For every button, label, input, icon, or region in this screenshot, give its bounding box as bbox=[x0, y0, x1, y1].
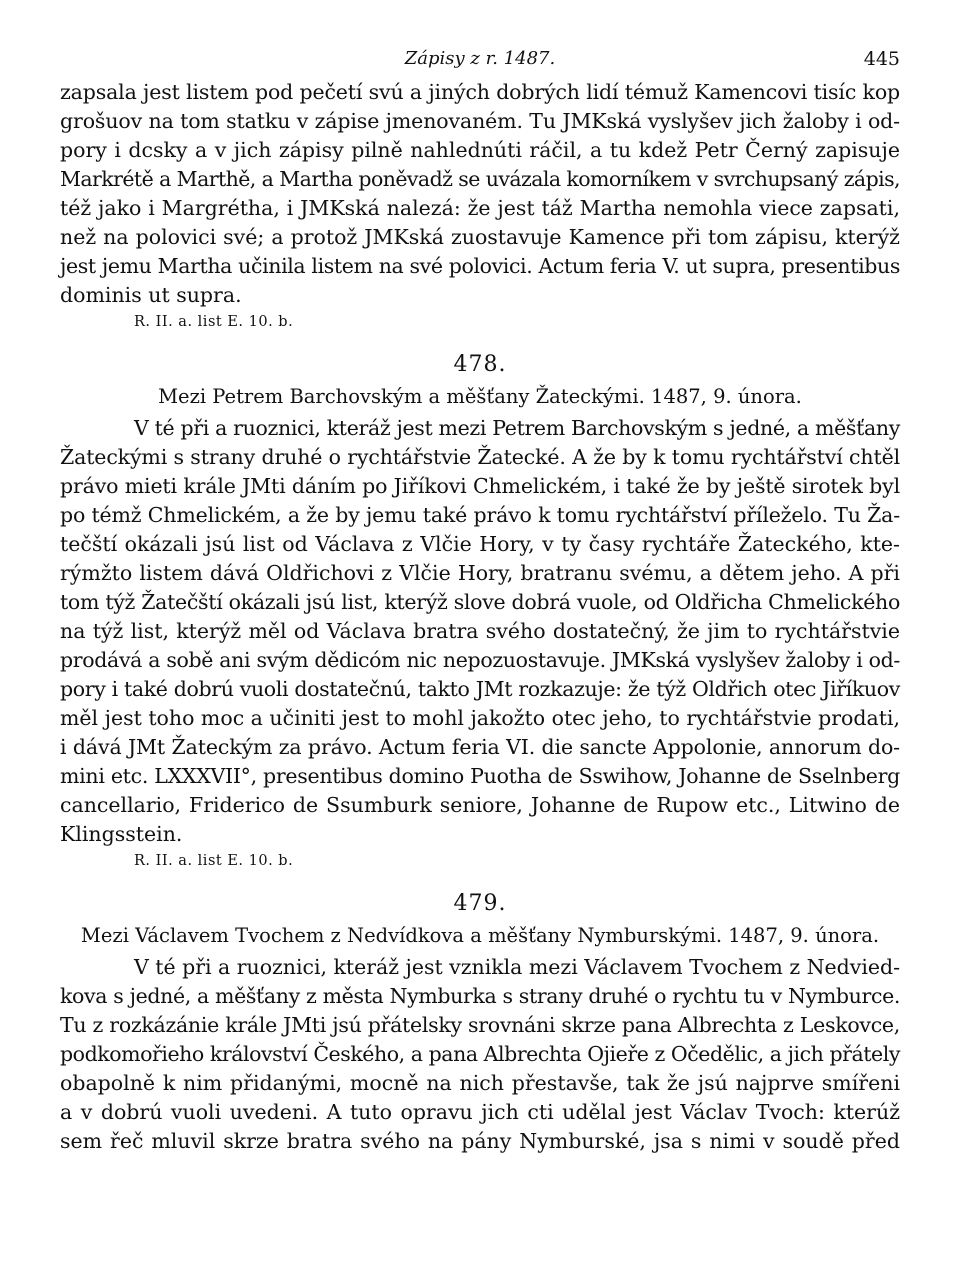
text-line: Tu z rozkázánie krále JMti jsú přátelsky srovnáni skrze pana Albrechta z Leskovce, bbox=[60, 1013, 900, 1037]
intro-paragraph bbox=[60, 78, 900, 310]
source-reference: R. II. a. list E. 10. b. bbox=[134, 853, 294, 869]
text-line: podkomořieho království Českého, a pana Albrechta Ojieře z Očedělic, a jich přátely bbox=[60, 1042, 900, 1066]
text-line: grošuov na tom statku v zápise jmenovaném. Tu JMKská vyslyšev jich žaloby i od- bbox=[60, 109, 900, 133]
text-line: Klingsstein. bbox=[60, 822, 183, 846]
text-line: Žateckými s strany druhé o rychtářstvie Žatecké. A že by k tomu rychtářství chtěl bbox=[60, 445, 900, 469]
text-line: V té při a ruoznici, kteráž jest vznikla mezi Václavem Tvochem z Nedvied- bbox=[134, 955, 900, 979]
document-page bbox=[60, 38, 900, 1156]
text-line: tom týž Žatečští okázali jsú list, kterýž slove dobrá vuole, od Oldřicha Chmelického bbox=[60, 590, 900, 614]
text-line: obapolně k nim přidanými, mocně na nich přestavše, tak že jsú najprve smířeni bbox=[60, 1071, 900, 1095]
running-title: Zápisy z r. 1487. bbox=[404, 48, 556, 69]
text-line: právo mieti krále JMti dáním po Jiříkovi Chmelickém, i také že by ještě sirotek byl bbox=[60, 474, 900, 498]
text-line: na týž list, kterýž měl od Václava bratra svého dostatečný, že jim to rychtářstvie bbox=[60, 619, 900, 643]
text-line: pory i dcsky a v jich zápisy pilně nahlednúti ráčil, a tu kdež Petr Černý zapisuje bbox=[60, 138, 900, 162]
text-line: i dává JMt Žateckým za právo. Actum feria VI. die sancte Appolonie, annorum do- bbox=[60, 735, 900, 759]
text-line: zapsala jest listem pod pečetí svú a jiných dobrých lidí témuž Kamencovi tisíc kop bbox=[60, 80, 900, 104]
entry-heading: Mezi Petrem Barchovským a měšťany Žateckými. 1487, 9. února. bbox=[158, 385, 802, 408]
entry-heading: Mezi Václavem Tvochem z Nedvídkova a měšťany Nymburskými. 1487, 9. února. bbox=[80, 924, 880, 947]
entry-paragraph bbox=[60, 414, 900, 849]
text-line: dominis ut supra. bbox=[60, 283, 242, 307]
text-line: pory i také dobrú vuoli dostatečnú, takto JMt rozkazuje: že týž Oldřich otec Jiříkuov bbox=[60, 677, 900, 701]
entry-number: 478. bbox=[453, 352, 507, 377]
source-reference: R. II. a. list E. 10. b. bbox=[134, 314, 294, 330]
text-line: V té při a ruoznici, kteráž jest mezi Petrem Barchovským s jedné, a měšťany bbox=[134, 416, 900, 440]
text-line: též jako i Margrétha, i JMKská nalezá: že jest táž Martha nemohla viece zapsati, bbox=[60, 196, 900, 220]
page-number: 445 bbox=[863, 48, 900, 70]
text-line: měl jest toho moc a učiniti jest to mohl jakožto otec jeho, to rychtářstvie prodati, bbox=[60, 706, 900, 730]
text-line: sem řeč mluvil skrze bratra svého na pány Nymburské, jsa s nimi v soudě před bbox=[60, 1129, 900, 1153]
running-header bbox=[60, 38, 900, 78]
text-line: tečští okázali jsú list od Václava z Vlčie Hory, v ty časy rychtáře Žateckého, kte- bbox=[60, 532, 900, 556]
text-line: po témž Chmelickém, a že by jemu také právo k tomu rychtářství příleželo. Tu Ža- bbox=[60, 503, 900, 527]
entry-paragraph bbox=[60, 953, 900, 1156]
text-line: mini etc. LXXXVII°, presentibus domino Puotha de Sswihow, Johanne de Sselnberg bbox=[60, 764, 900, 788]
text-line: prodává a sobě ani svým dědicóm nic nepozuostavuje. JMKská vyslyšev žaloby i od- bbox=[60, 648, 900, 672]
text-line: rýmžto listem dává Oldřichovi z Vlčie Hory, bratranu svému, a dětem jeho. A při bbox=[60, 561, 900, 585]
entry-number: 479. bbox=[453, 891, 507, 916]
text-line: a v dobrú vuoli uvedeni. A tuto opravu jich cti udělal jest Václav Tvoch: kterúž bbox=[60, 1100, 900, 1124]
text-line: kova s jedné, a měšťany z města Nymburka s strany druhé o rychtu tu v Nymburce. bbox=[60, 984, 900, 1008]
text-line: než na polovici své; a protož JMKská zuostavuje Kamence při tom zápisu, kterýž bbox=[60, 225, 900, 249]
text-line: cancellario, Friderico de Ssumburk seniore, Johanne de Rupow etc., Litwino de bbox=[60, 793, 900, 817]
text-line: Markrétě a Marthě, a Martha poněvadž se uvázala komorníkem v svrchupsaný zápis, bbox=[60, 167, 900, 191]
text-line: jest jemu Martha učinila listem na své polovici. Actum feria V. ut supra, presentibus bbox=[60, 254, 900, 278]
